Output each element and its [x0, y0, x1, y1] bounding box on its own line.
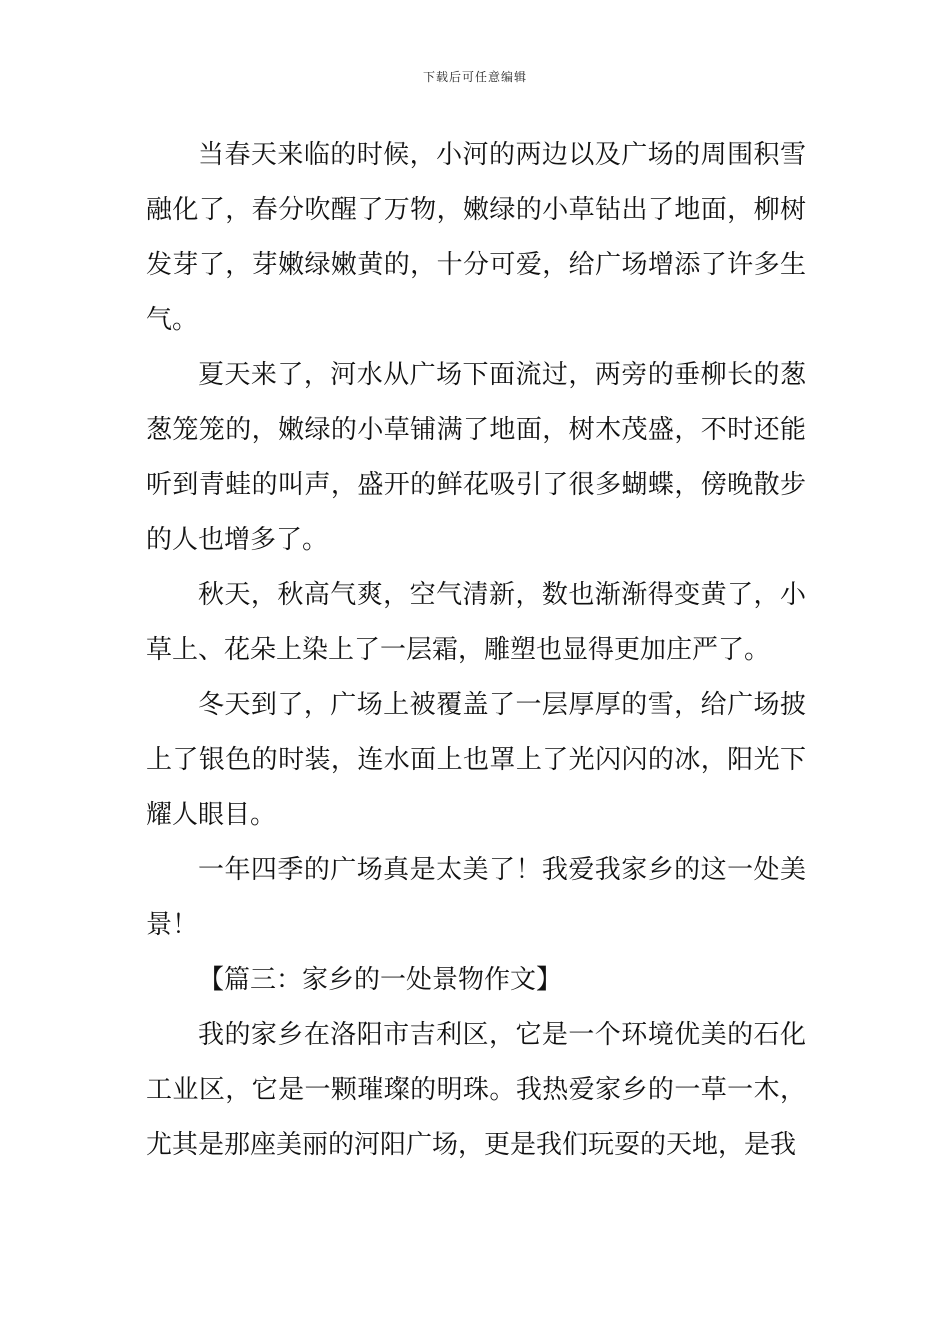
section-heading: 【篇三：家乡的一处景物作文】	[198, 965, 563, 995]
paragraph-hometown: 我的家乡在洛阳市吉利区，它是一个环境优美的石化工业区，它是一颗璀璨的明珠。我热爱家乡的一草一木，尤其是那座美丽的河阳广场，更是我们玩耍的天地，是我	[146, 1020, 806, 1160]
paragraph-conclusion: 一年四季的广场真是太美了！我爱我家乡的这一处美景！	[146, 855, 806, 940]
paragraph-spring: 当春天来临的时候，小河的两边以及广场的周围积雪融化了，春分吹醒了万物，嫩绿的小草钻出了地面，柳树发芽了，芽嫩绿嫩黄的，十分可爱，给广场增添了许多生气。	[146, 140, 806, 335]
page-header: 下载后可任意编辑	[422, 70, 527, 84]
paragraph-autumn: 秋天，秋高气爽，空气清新，数也渐渐得变黄了，小草上、花朵上染上了一层霜，雕塑也显得更加庄严了。	[146, 580, 806, 665]
document-body	[146, 128, 806, 1173]
paragraph-summer: 夏天来了，河水从广场下面流过，两旁的垂柳长的葱葱笼笼的，嫩绿的小草铺满了地面，树木茂盛，不时还能听到青蛙的叫声，盛开的鲜花吸引了很多蝴蝶，傍晚散步的人也增多了。	[146, 360, 806, 555]
paragraph-winter: 冬天到了，广场上被覆盖了一层厚厚的雪，给广场披上了银色的时装，连水面上也罩上了光闪闪的冰，阳光下耀人眼目。	[146, 690, 806, 830]
